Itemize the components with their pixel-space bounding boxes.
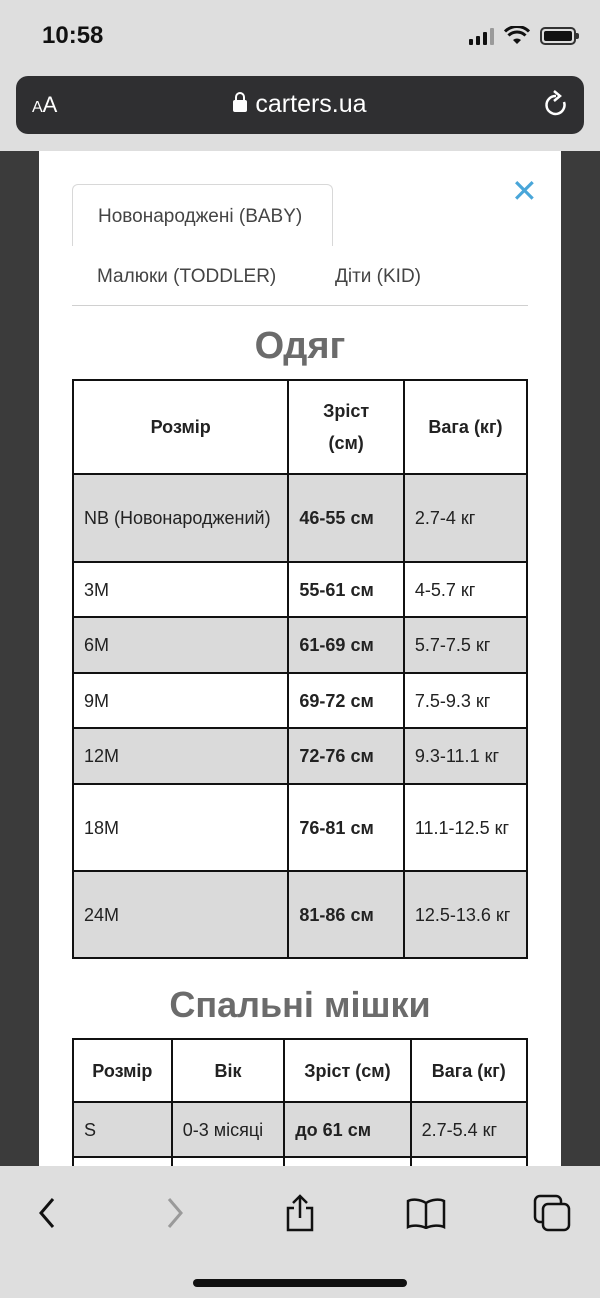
share-icon: [283, 1194, 317, 1232]
table-row: 6M 61-69 см 5.7-7.5 кг: [73, 617, 527, 673]
wifi-icon: [504, 26, 530, 46]
sleep-bags-table: [72, 1038, 528, 1166]
size-chart-modal: [39, 151, 561, 1166]
tab-toddler[interactable]: Малюки (TODDLER): [97, 266, 277, 287]
back-button[interactable]: [22, 1188, 72, 1238]
address-bar[interactable]: [16, 76, 584, 134]
chevron-right-icon: [165, 1197, 185, 1229]
browser-toolbar: [0, 1166, 600, 1298]
share-button[interactable]: [275, 1188, 325, 1238]
forward-button[interactable]: [150, 1188, 200, 1238]
table-row: 12M 72-76 см 9.3-11.1 кг: [73, 728, 527, 784]
url-display[interactable]: [16, 90, 584, 119]
tabs-button[interactable]: [527, 1188, 577, 1238]
domain-text: carters.ua: [255, 90, 367, 118]
home-indicator: [193, 1279, 407, 1287]
tabs-divider: [72, 305, 528, 306]
header-weight: Вага (кг): [404, 380, 527, 474]
table-row: 3M 55-61 см 4-5.7 кг: [73, 562, 527, 617]
sleep-bags-title: Спальні мішки: [169, 984, 431, 1025]
book-icon: [406, 1197, 446, 1229]
table-row: 24M 81-86 см 12.5-13.6 кг: [73, 871, 527, 958]
tabs-icon: [533, 1194, 571, 1232]
status-bar: [0, 0, 600, 76]
header-size: Розмір: [73, 380, 288, 474]
header-height: Зріст (см): [288, 380, 403, 474]
tab-baby[interactable]: Новонароджені (BABY): [72, 184, 333, 246]
status-icons: [469, 26, 576, 46]
table-row: NB (Новонароджений) 46-55 см 2.7-4 кг: [73, 474, 527, 562]
header-age: Вік: [172, 1039, 285, 1102]
cellular-signal-icon: [469, 27, 494, 45]
chevron-left-icon: [37, 1197, 57, 1229]
table-row: S 0-3 місяці до 61 см 2.7-5.4 кг: [73, 1102, 527, 1157]
table-row: 18M 76-81 см 11.1-12.5 кг: [73, 784, 527, 871]
clothing-size-table: [72, 379, 528, 959]
header-height: Зріст (см): [284, 1039, 410, 1102]
header-size: Розмір: [73, 1039, 172, 1102]
bookmarks-button[interactable]: [401, 1188, 451, 1238]
table-row: 9M 69-72 см 7.5-9.3 кг: [73, 673, 527, 728]
clothing-title: Одяг: [254, 325, 346, 367]
tab-kid[interactable]: Діти (KID): [335, 266, 422, 287]
header-weight: Вага (кг): [411, 1039, 527, 1102]
clock: 10:58: [42, 22, 104, 49]
reload-icon[interactable]: [542, 90, 570, 120]
text-size-button[interactable]: AA: [32, 92, 58, 117]
table-row: [73, 1157, 527, 1166]
battery-icon: [540, 27, 576, 45]
lock-icon: [233, 100, 247, 112]
browser-chrome: [0, 76, 600, 151]
close-icon[interactable]: ✕: [511, 173, 538, 209]
